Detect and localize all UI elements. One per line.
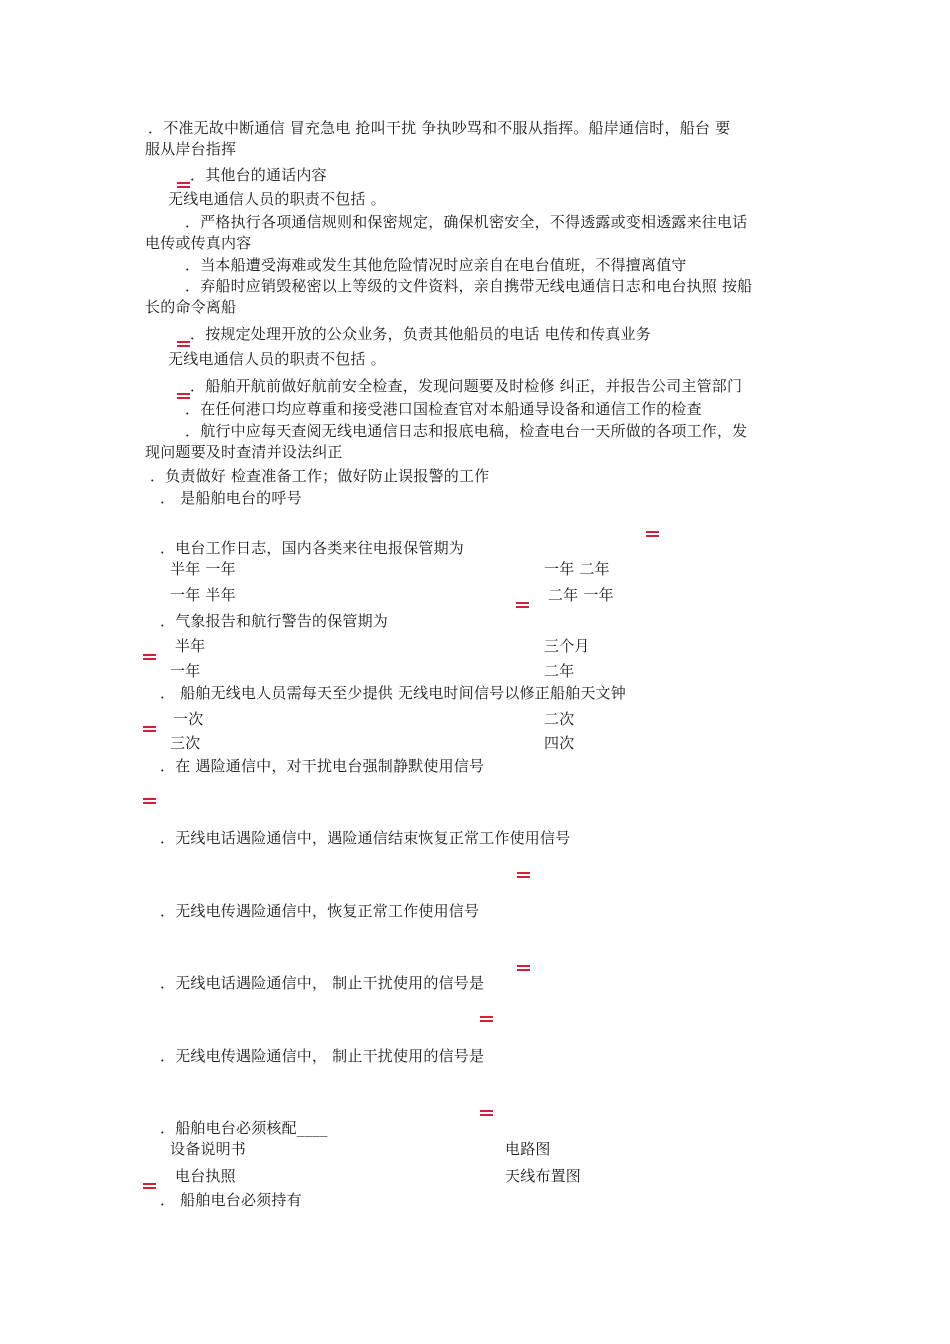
text-line: ． 是船舶电台的呼号 (160, 489, 302, 507)
text-line: ．负责做好 检查准备工作；做好防止误报警的工作 (150, 467, 490, 485)
text-line: 一年 二年 (544, 560, 610, 578)
text-line: 电传或传真内容 (145, 234, 252, 252)
text-line: 天线布置图 (505, 1167, 582, 1185)
text-line: 二次 (544, 710, 575, 728)
text-line: ．无线电传遇险通信中，恢复正常工作使用信号 (160, 902, 480, 920)
text-line: ．严格执行各项通信规则和保密规定，确保机密安全，不得透露或变相透露来往电话 (185, 213, 748, 231)
text-line: ． 船舶电台必须持有 (160, 1191, 302, 1209)
text-line: 三次 (170, 734, 201, 752)
red-mark (177, 341, 190, 347)
text-line: ． 船舶无线电人员需每天至少提供 无线电时间信号以修正船舶天文钟 (160, 684, 626, 702)
red-mark (177, 393, 190, 399)
text-line: ．电台工作日志，国内各类来往电报保管期为 (160, 539, 465, 557)
text-line: ．当本船遭受海难或发生其他危险情况时应亲自在电台值班，不得擅离值守 (185, 256, 687, 274)
text-line: 三个月 (544, 637, 590, 655)
text-line: 一年 (170, 662, 201, 680)
text-line: 一年 半年 (170, 586, 236, 604)
text-line: ．在 遇险通信中，对干扰电台强制静默使用信号 (160, 757, 485, 775)
text-line: 电路图 (505, 1140, 551, 1158)
text-line: 一次 (173, 710, 204, 728)
red-mark (480, 1110, 493, 1116)
text-line: 无线电通信人员的职责不包括 。 (168, 350, 386, 368)
text-line: ．航行中应每天查阅无线电通信日志和报底电稿，检查电台一天所做的各项工作，发 (185, 422, 748, 440)
text-line: ．其他台的通话内容 (190, 166, 327, 184)
red-mark (143, 1183, 156, 1189)
text-line: 长的命令离船 (145, 298, 237, 316)
text-line: 设备说明书 (170, 1140, 247, 1158)
text-line: ．弃船时应销毁秘密以上等级的文件资料，亲自携带无线电通信日志和电台执照 按船 (185, 277, 753, 295)
text-line: ．无线电传遇险通信中， 制止干扰使用的信号是 (160, 1047, 485, 1065)
text-line: 现问题要及时查清并设法纠正 (145, 443, 343, 461)
red-mark (480, 1016, 493, 1022)
text-line: ．不准无故中断通信 冒充急电 抢叫干扰 争执吵骂和不服从指挥。船岸通信时，船台 要 (148, 119, 731, 137)
text-line: 半年 一年 (170, 560, 236, 578)
red-mark (646, 531, 659, 537)
text-line: 四次 (544, 734, 575, 752)
red-mark (177, 182, 190, 188)
text-line: ．气象报告和航行警告的保管期为 (160, 612, 389, 630)
text-line: 无线电通信人员的职责不包括 。 (168, 190, 386, 208)
text-line: 半年 (175, 637, 206, 655)
text-line: 二年 (544, 662, 575, 680)
text-line: ．按规定处理开放的公众业务，负责其他船员的电话 电传和传真业务 (190, 325, 651, 343)
text-line: ．无线电话遇险通信中，遇险通信结束恢复正常工作使用信号 (160, 829, 571, 847)
red-mark (516, 602, 529, 608)
text-line: ．在任何港口均应尊重和接受港口国检查官对本船通导设备和通信工作的检查 (185, 400, 702, 418)
red-mark (517, 872, 530, 878)
text-line: ．船舶电台必须核配____ (160, 1119, 328, 1137)
red-mark (143, 726, 156, 732)
text-line: 服从岸台指挥 (145, 140, 237, 158)
text-line: 二年 一年 (548, 586, 614, 604)
text-line: 电台执照 (175, 1167, 236, 1185)
text-line: ．船舶开航前做好航前安全检查，发现问题要及时检修 纠正，并报告公司主管部门 (190, 377, 743, 395)
red-mark (143, 798, 156, 804)
text-line: ．无线电话遇险通信中， 制止干扰使用的信号是 (160, 974, 485, 992)
red-mark (143, 654, 156, 660)
red-mark (517, 965, 530, 971)
